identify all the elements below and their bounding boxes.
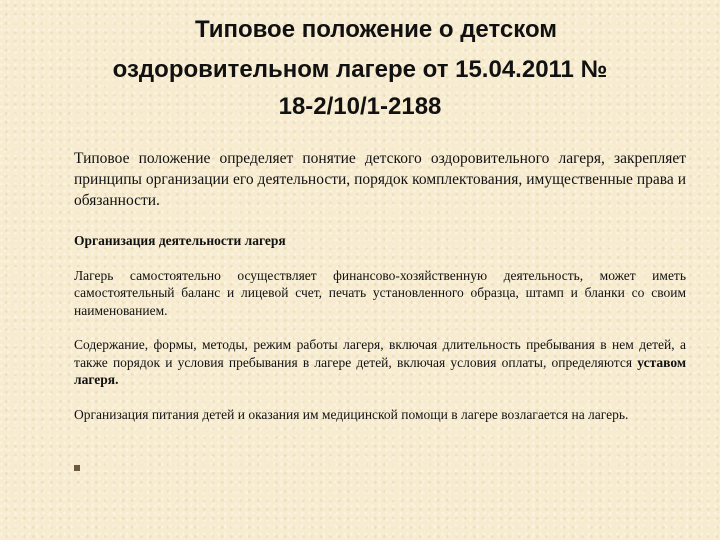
paragraph-food-medical: Организация питания детей и оказания им медицинской помощи в лагере возлагается на лагерь. xyxy=(74,406,629,422)
square-bullet-icon xyxy=(74,465,80,471)
paragraph-content xyxy=(74,336,686,389)
paragraph-content-text: Содержание, формы, методы, режим работы лагеря, включая длительность пребывания в нем детей, а также порядок и условия пребывания в лагере детей, включая условия оплаты, определяются xyxy=(74,337,686,370)
paragraph-content-bold: уставом лагеря. xyxy=(74,354,687,387)
title-line-1: Типовое положение о детском xyxy=(194,16,558,43)
section-content xyxy=(74,232,686,437)
paragraph-finance: Лагерь самостоятельно осуществляет финансово-хозяйственную деятельность, может иметь самостоятельный баланс и лицевой счет, печать установленного образца, штамп и бланки со своим наименованием. xyxy=(74,267,686,318)
section-heading: Организация деятельности лагеря xyxy=(74,233,286,248)
title-line-3: 18-2/10/1-2188 xyxy=(278,93,442,120)
intro-paragraph: Типовое положение определяет понятие детского оздоровительного лагеря, закрепляет принципы организации его деятельности, порядок комплектования, имущественные права и обязанности. xyxy=(74,150,686,209)
title-line-2: оздоровительном лагере от 15.04.2011 № xyxy=(112,56,608,83)
